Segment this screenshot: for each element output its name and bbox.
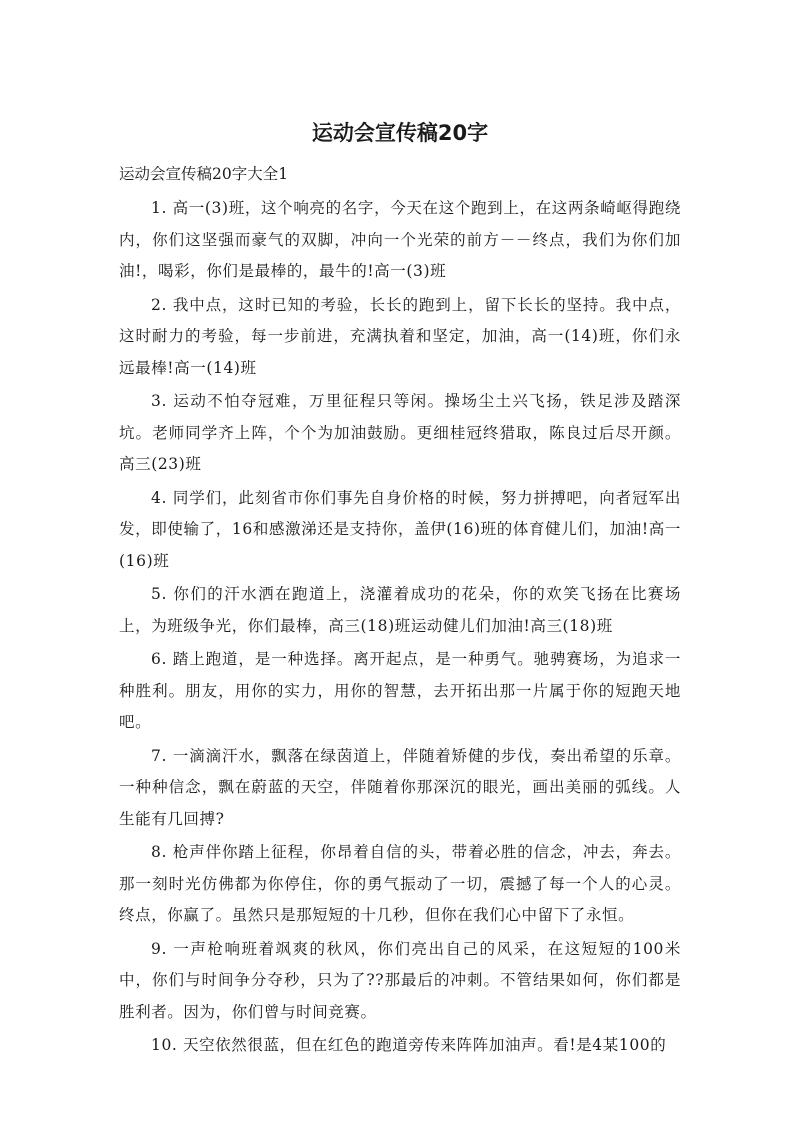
slogan-item-7: 7. 一滴滴汗水，飘落在绿茵道上，伴随着矫健的步伐，奏出希望的乐章。一种种信念，飘在蔚蓝的天空，伴随着你那深沉的眼光，画出美丽的弧线。人生能有几回搏? [119,746,681,828]
slogan-item-8: 8. 枪声伴你踏上征程，你昂着自信的头，带着必胜的信念，冲去，奔去。那一刻时光仿佛都为你停住，你的勇气振动了一切，震撼了每一个人的心灵。终点，你赢了。虽然只是那短短的十几秒，但你在我们心中留下了永恒。 [119,843,681,924]
slogan-item-1: 1. 高一(3)班，这个响亮的名字，今天在这个跑到上，在这两条崎岖得跑绕内，你们这坚强而豪气的双脚，冲向一个光荣的前方－－终点，我们为你们加油!，喝彩，你们是最棒的，最牛的!高一(3)班 [119,199,681,280]
slogan-item-10: 10. 天空依然很蓝，但在红色的跑道旁传来阵阵加油声。看!是4某100的 [151,1036,667,1054]
slogan-item-5: 5. 你们的汗水洒在跑道上，浇灌着成功的花朵，你的欢笑飞扬在比赛场上，为班级争光，你们最棒，高三(18)班运动健儿们加油!高三(18)班 [119,585,681,635]
slogan-item-6: 6. 踏上跑道，是一种选择。离开起点，是一种勇气。驰骋赛场，为追求一种胜利。朋友，用你的实力，用你的智慧，去开拓出那一片属于你的短跑天地吧。 [119,650,681,731]
slogan-item-3: 3. 运动不怕夺冠难，万里征程只等闲。操场尘土兴飞扬，铁足涉及踏深坑。老师同学齐上阵，个个为加油鼓励。更细桂冠终猎取，陈良过后尽开颜。高三(23)班 [119,392,681,473]
document-title: 运动会宣传稿20字 [311,121,489,145]
slogan-item-9: 9. 一声枪响班着飒爽的秋风，你们亮出自己的风采，在这短短的100米中，你们与时间争分夺秒，只为了??那最后的冲刺。不管结果如何，你们都是胜利者。因为，你们曾与时间竞赛。 [119,939,681,1021]
document-subtitle: 运动会宣传稿20字大全1 [119,165,289,183]
slogan-list [119,193,681,1064]
slogan-item-4: 4. 同学们，此刻省市你们事先自身价格的时候，努力拼搏吧，向者冠军出发，即使输了，16和感激涕还是支持你，盖伊(16)班的体育健儿们，加油!高一(16)班 [119,488,681,570]
slogan-item-2: 2. 我中点，这时已知的考验，长长的跑到上，留下长长的坚持。我中点，这时耐力的考验，每一步前进，充满执着和坚定，加油，高一(14)班，你们永远最棒!高一(14)班 [119,295,681,377]
